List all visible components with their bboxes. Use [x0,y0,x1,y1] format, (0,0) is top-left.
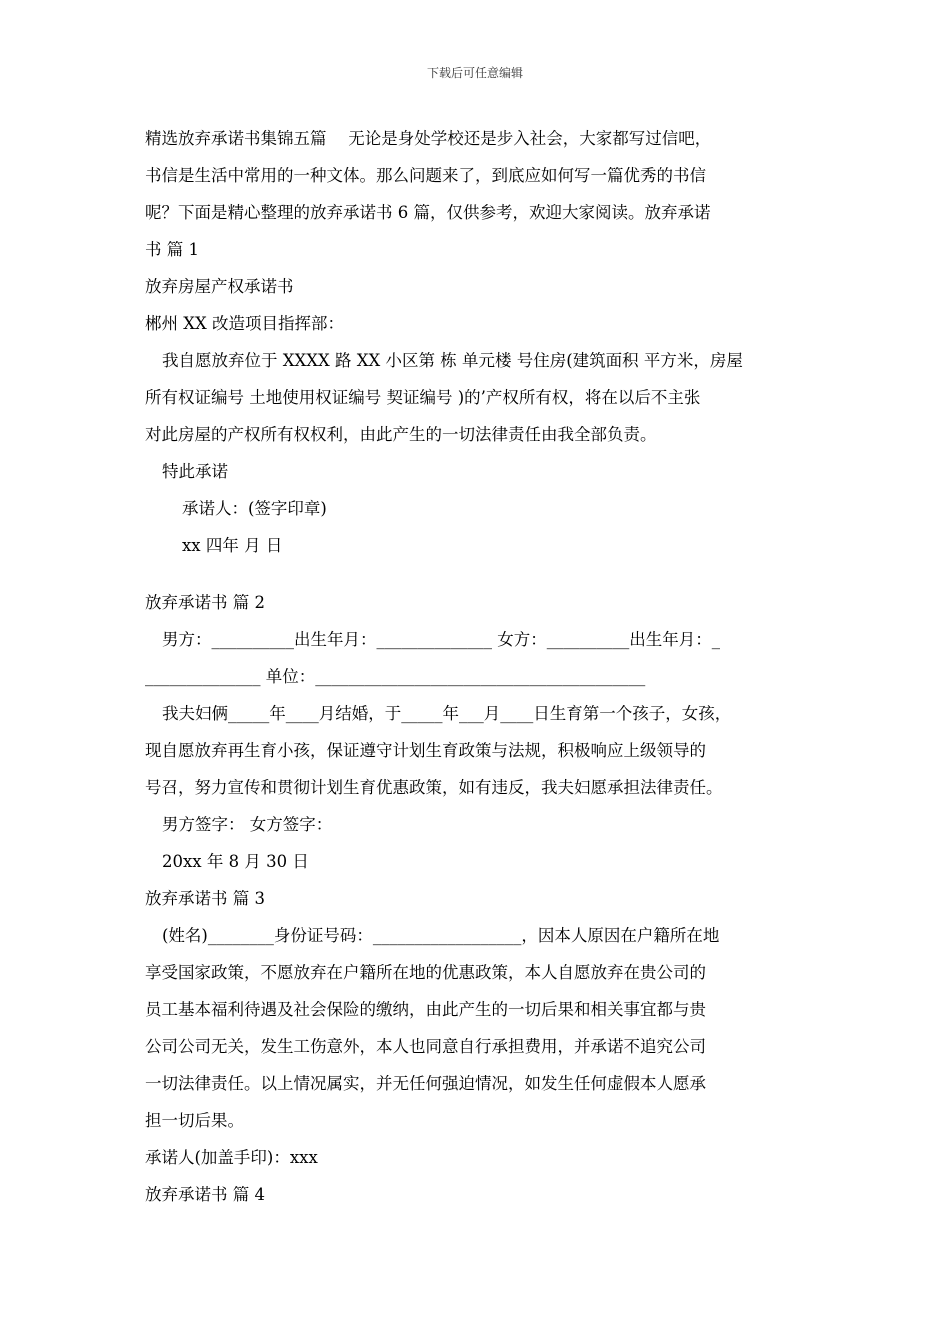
section-1-closing: 特此承诺 [162,462,228,481]
section-1-body-line: 所有权证编号 土地使用权证编号 契证编号 )的’产权所有权，将在以后不主张 [145,388,701,407]
section-2-title: 放弃承诺书 篇 2 [145,593,265,612]
section-3-line: 享受国家政策，不愿放弃在户籍所在地的优惠政策，本人自愿放弃在贵公司的 [145,963,706,982]
section-2-signature: 男方签字： 女方签字： [162,815,333,834]
section-2-date: 20xx 年 8 月 30 日 [162,852,309,871]
section-3-line: (姓名)________身份证号码：__________________，因本人原因在户籍所在地 [162,926,720,945]
section-1-title: 放弃房屋产权承诺书 [145,277,294,296]
section-2-line: 号召，努力宣传和贯彻计划生育优惠政策，如有违反，我夫妇愿承担法律责任。 [145,778,723,797]
section-3-line: 一切法律责任。以上情况属实，并无任何强迫情况，如发生任何虚假本人愿承 [145,1074,706,1093]
section-3-title: 放弃承诺书 篇 3 [145,889,265,908]
section-2-line: 现自愿放弃再生育小孩，保证遵守计划生育政策与法规，积极响应上级领导的 [145,741,706,760]
section-1-body-line: 对此房屋的产权所有权权利，由此产生的一切法律责任由我全部负责。 [145,425,657,444]
section-1-signature: 承诺人：(签字印章) [182,499,327,518]
section-2-line: ______________ 单位：________________________________________ [145,667,646,686]
section-3-line: 担一切后果。 [145,1111,244,1130]
section-2-line: 男方：__________出生年月：______________ 女方：__________出生年月：_ [162,630,720,649]
section-3-line: 员工基本福利待遇及社会保险的缴纳，由此产生的一切后果和相关事宜都与贵 [145,1000,706,1019]
section-3-signature: 承诺人(加盖手印)：xxx [145,1148,318,1167]
document-body [145,120,815,1213]
section-3-line: 公司公司无关，发生工伤意外，本人也同意自行承担费用，并承诺不追究公司 [145,1037,706,1056]
section-1-date: xx 四年 月 日 [182,536,283,555]
intro-line: 呢？下面是精心整理的放弃承诺书 6 篇，仅供参考，欢迎大家阅读。放弃承诺 [145,203,711,222]
section-1-heading: 书 篇 1 [145,240,199,259]
page-header-note: 下载后可任意编辑 [426,66,523,80]
intro-line: 精选放弃承诺书集锦五篇 无论是身处学校还是步入社会，大家都写过信吧， [145,129,712,148]
intro-line: 书信是生活中常用的一种文体。那么问题来了，到底应如何写一篇优秀的书信 [145,166,706,185]
section-2-line: 我夫妇俩_____年____月结婚，于_____年___月____日生育第一个孩子，女孩， [162,704,732,723]
section-1-body-line: 我自愿放弃位于 XXXX 路 XX 小区第 栋 单元楼 号住房(建筑面积 平方米，房屋 [162,351,743,370]
section-4-title: 放弃承诺书 篇 4 [145,1185,265,1204]
section-1-addressee: 郴州 XX 改造项目指挥部： [145,314,344,333]
